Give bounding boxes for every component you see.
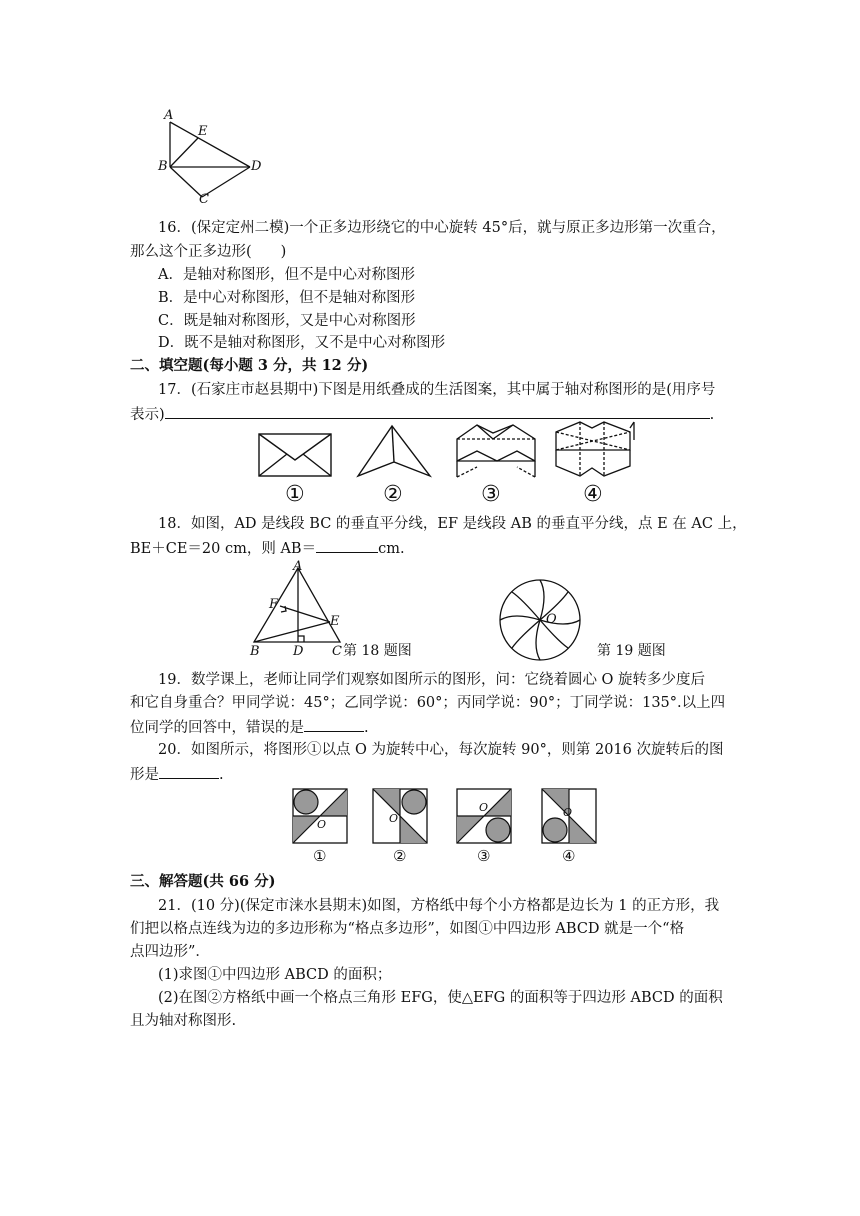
q20-num-2: ② — [393, 847, 407, 865]
q20-stem-line1: 20．如图所示，将图形①以点 O 为旋转中心，每次旋转 90°，则第 2016 次旋转后的图 — [158, 742, 724, 758]
q20-figure-2 — [372, 788, 430, 846]
q20-stem-suffix: . — [219, 767, 224, 783]
q18-label-f: F — [269, 597, 279, 612]
q15-label-a: A — [164, 108, 174, 123]
q18-stem-line2 — [130, 537, 405, 559]
q20-fig3-center-o: O — [479, 801, 489, 814]
q18-stem-prefix: BE＋CE＝20 cm，则 AB＝ — [130, 541, 317, 557]
q18-label-d: D — [293, 644, 304, 659]
q15-label-d: D — [251, 159, 262, 174]
q17-stem-suffix: . — [709, 407, 715, 423]
q18-stem-line1: 18．如图，AD 是线段 BC 的垂直平分线，EF 是线段 AB 的垂直平分线，点 E 在 AC 上， — [158, 516, 747, 532]
q16-stem-line1: 16．(保定定州二模)一个正多边形绕它的中心旋转 45°后，就与原正多边形第一次重合， — [158, 220, 726, 236]
q19-stem-suffix: . — [364, 720, 369, 736]
q19-stem-line1: 19．数学课上，老师让同学们观察如图所示的图形，问：它绕着圆心 O 旋转多少度后 — [158, 672, 706, 688]
q17-stem-prefix: 表示) — [130, 407, 165, 423]
q19-circle-figure — [498, 578, 582, 662]
section-2-heading: 二、填空题(每小题 3 分，共 12 分) — [130, 357, 369, 374]
q18-label-c: C — [332, 644, 342, 659]
q17-stem-line1: 17．(石家庄市赵县期中)下图是用纸叠成的生活图案，其中属于轴对称图形的是(用序号 — [158, 382, 716, 398]
q19-stem-prefix: 位同学的回答中，错误的是 — [130, 720, 304, 736]
q15-label-e: E — [198, 124, 208, 139]
q17-num-3: ③ — [481, 482, 501, 507]
q21-part-1: (1)求图①中四边形 ABCD 的面积； — [158, 967, 392, 983]
q19-answer-blank[interactable] — [304, 716, 364, 732]
q20-stem-prefix: 形是 — [130, 767, 159, 783]
q15-label-c: C — [199, 192, 209, 207]
q20-fig4-center-o: O — [563, 806, 573, 819]
q17-figure-envelope — [257, 432, 337, 482]
q18-label-b: B — [250, 644, 260, 659]
q17-figure-folded-crown — [451, 421, 541, 481]
q20-num-3: ③ — [477, 847, 491, 865]
q18-triangle-figure — [250, 562, 350, 652]
q20-fig2-center-o: O — [389, 812, 399, 825]
q21-stem-line1: 21．(10 分)(保定市涞水县期末)如图，方格纸中每个小方格都是边长为 1 的正方形，我 — [158, 898, 720, 914]
q21-part-2-line1: (2)在图②方格纸中画一个格点三角形 EFG，使△EFG 的面积等于四边形 ABCD 的面积 — [158, 990, 723, 1006]
q18-label-a: A — [293, 559, 303, 574]
q17-num-2: ② — [383, 482, 403, 507]
q20-answer-blank[interactable] — [159, 763, 219, 779]
q19-center-o: O — [546, 612, 557, 627]
q21-stem-line2: 们把以格点连线为边的多边形称为“格点多边形”，如图①中四边形 ABCD 就是一个“格 — [130, 921, 685, 937]
q18-stem-suffix: cm. — [378, 541, 405, 557]
q15-label-b: B — [158, 159, 168, 174]
q17-figure-folded-star — [550, 418, 640, 478]
q20-stem-line2 — [130, 763, 224, 785]
q16-option-d: D．既不是轴对称图形，又不是中心对称图形 — [158, 335, 446, 351]
section-3-heading: 三、解答题(共 66 分) — [130, 873, 276, 890]
q19-caption: 第 19 题图 — [597, 643, 666, 659]
q17-num-1: ① — [285, 482, 305, 507]
q16-option-a: A．是轴对称图形，但不是中心对称图形 — [158, 267, 415, 283]
q20-figure-1 — [292, 788, 350, 846]
q17-answer-blank[interactable] — [165, 403, 710, 419]
q20-figure-3 — [456, 788, 514, 846]
q16-option-b: B．是中心对称图形，但不是轴对称图形 — [158, 290, 416, 306]
q18-caption: 第 18 题图 — [343, 643, 412, 659]
q21-stem-line3: 点四边形”． — [130, 944, 210, 960]
q20-num-1: ① — [313, 847, 327, 865]
q18-label-e: E — [330, 614, 340, 629]
q20-num-4: ④ — [562, 847, 576, 865]
q16-option-c: C．既是轴对称图形，又是中心对称图形 — [158, 313, 416, 329]
q21-part-2-line2: 且为轴对称图形. — [130, 1013, 237, 1029]
q19-stem-line3 — [130, 716, 369, 738]
q17-num-4: ④ — [583, 482, 603, 507]
q17-figure-paper-plane — [354, 424, 434, 480]
q18-answer-blank[interactable] — [316, 537, 378, 553]
q20-fig1-center-o: O — [317, 818, 327, 831]
q16-stem-line2: 那么这个正多边形( ) — [130, 244, 287, 260]
q19-stem-line2: 和它自身重合？甲同学说：45°；乙同学说：60°；丙同学说：90°；丁同学说：135°.以上四 — [130, 695, 726, 711]
